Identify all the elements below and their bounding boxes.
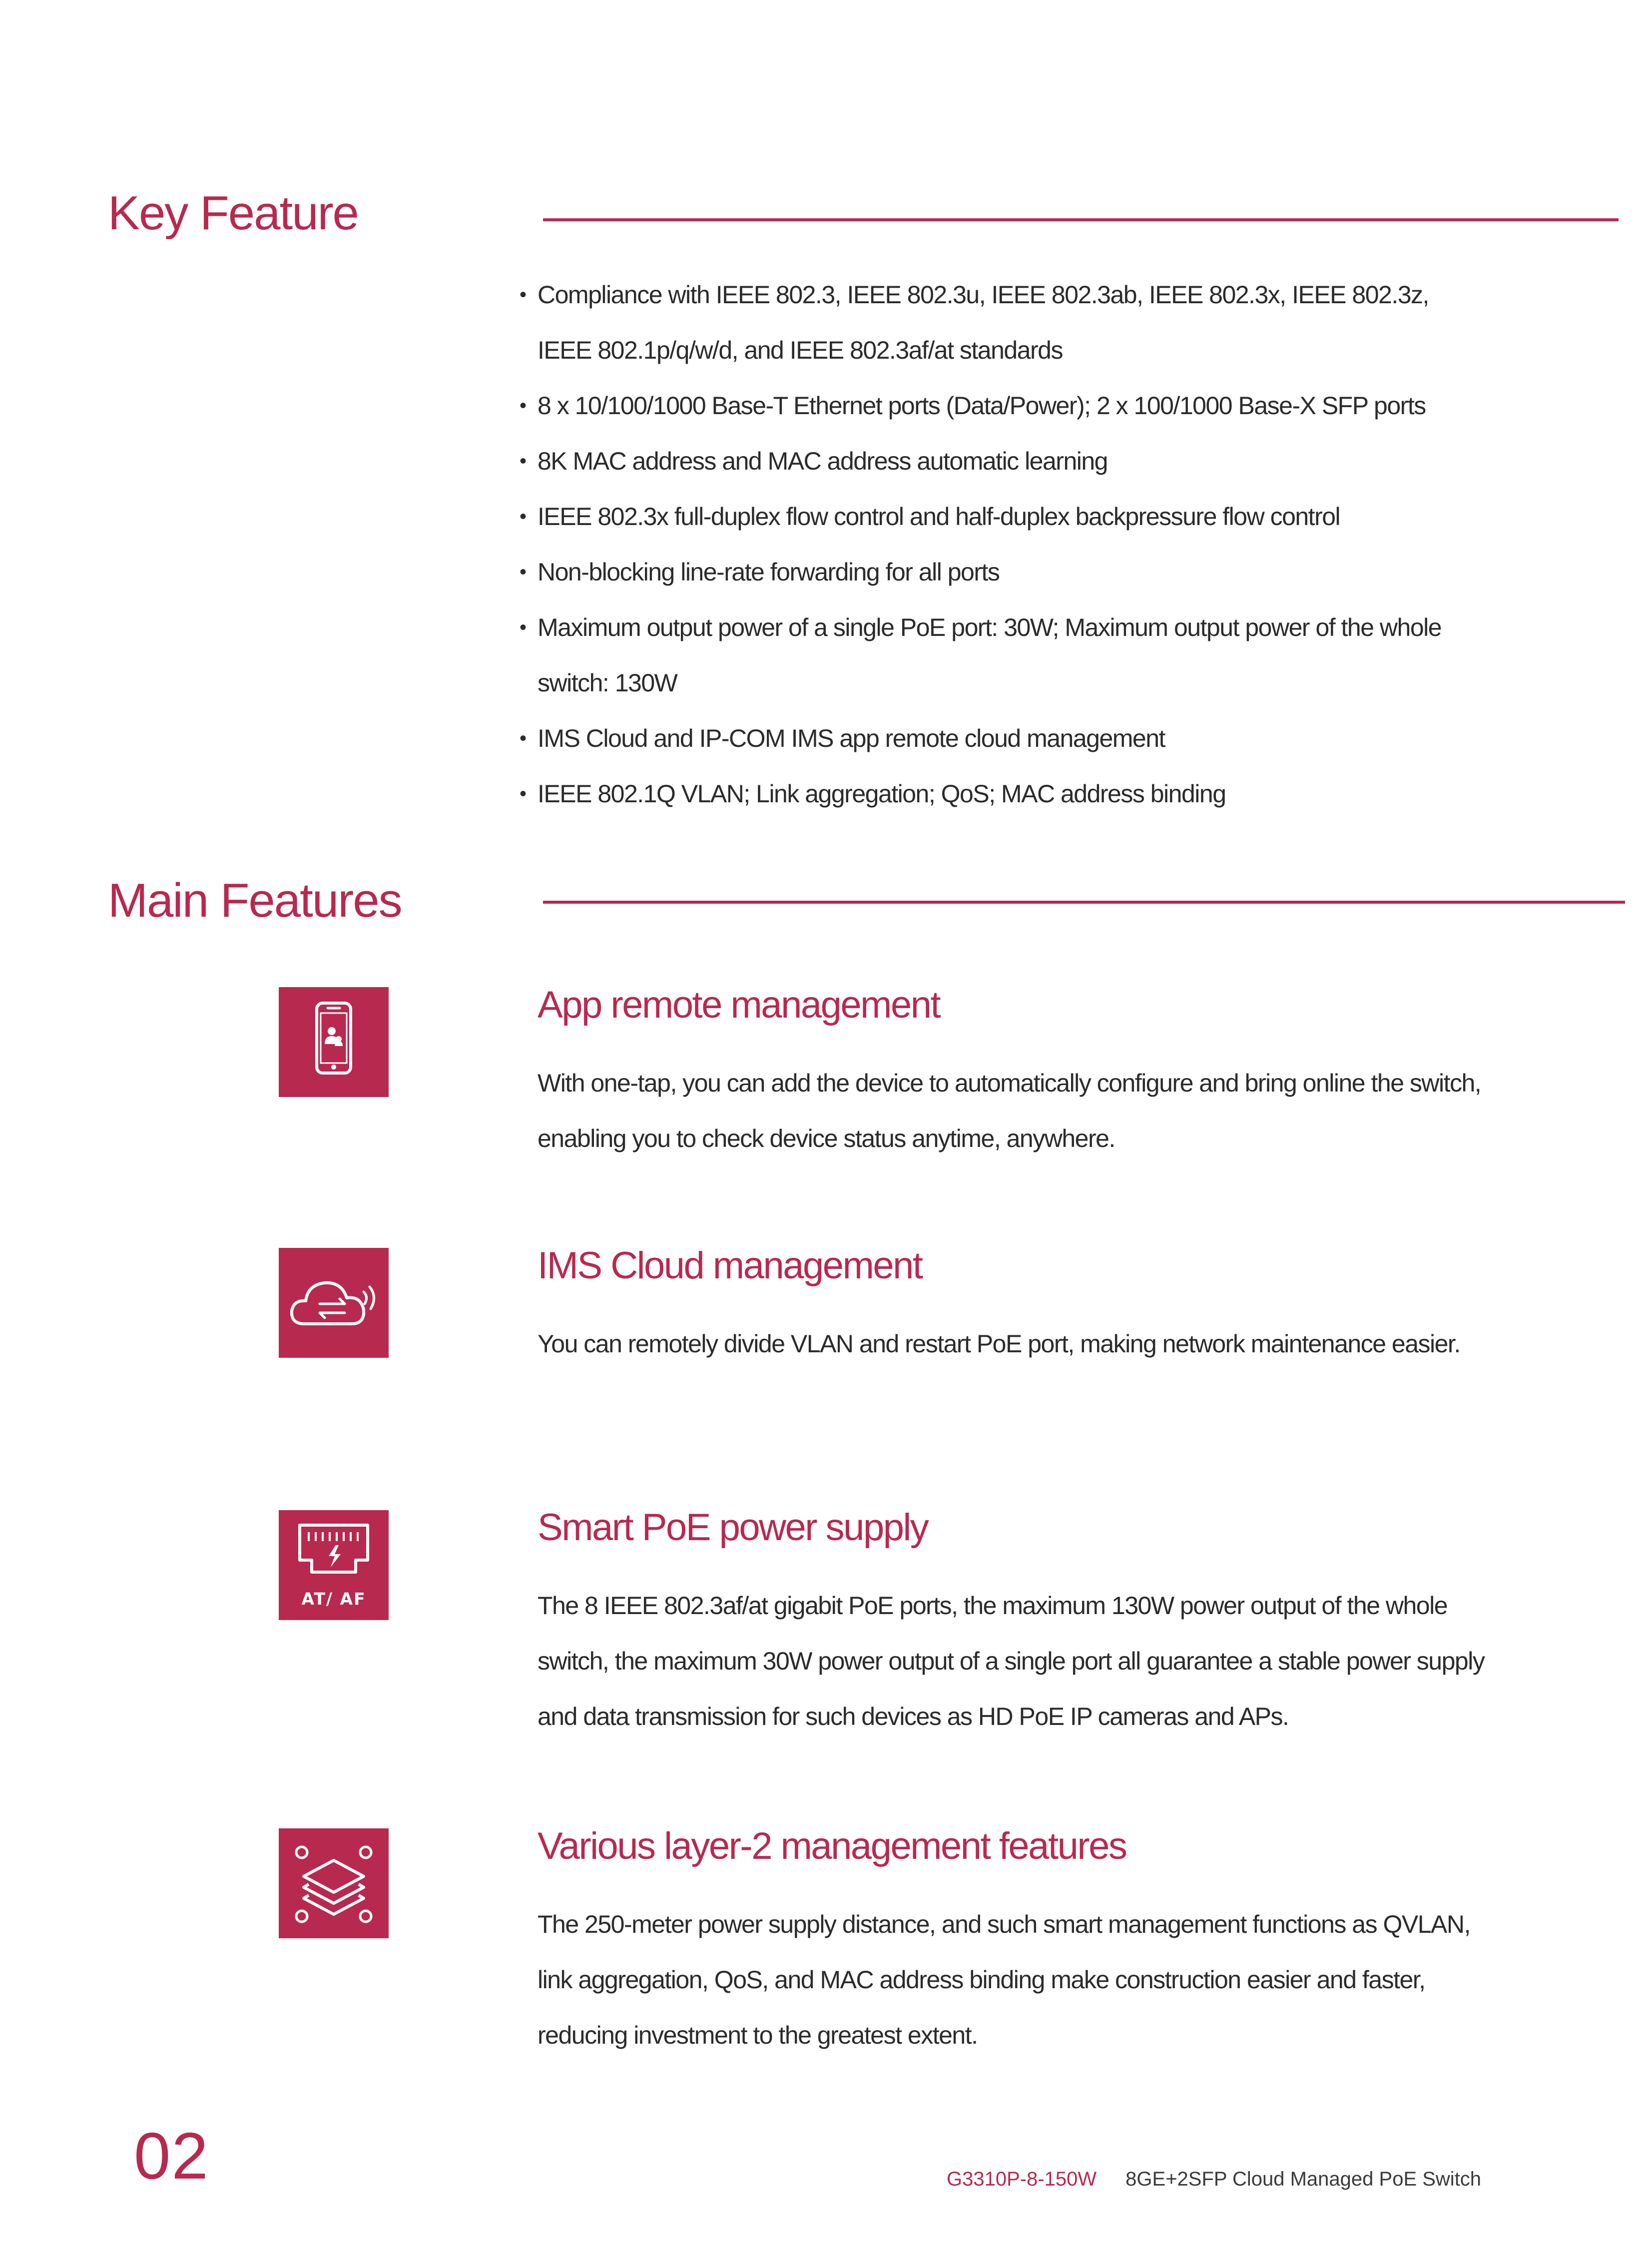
list-item: • Compliance with IEEE 802.3, IEEE 802.3u, IEEE 802.3ab, IEEE 802.3x, IEEE 802.3z, IEEE 802.1p/q/w/d, and IEEE 802.3af/at standards (520, 267, 1519, 378)
bullet-icon: • (520, 450, 526, 472)
main-features-divider (543, 901, 1625, 904)
bullet-icon: • (520, 395, 526, 417)
bullet-icon: • (520, 561, 526, 583)
page-number: 02 (134, 2119, 209, 2193)
key-feature-heading: Key Feature (108, 186, 358, 240)
smartphone-user-icon (279, 987, 389, 1097)
feature-description: The 8 IEEE 802.3af/at gigabit PoE ports, the maximum 130W power output of the whole switch, the maximum 30W power output of a single port all guarantee a stable power supply and data transmission for such devices as HD PoE IP cameras and APs. (538, 1592, 1485, 1730)
list-item: • IMS Cloud and IP-COM IMS app remote cloud management (520, 711, 1519, 766)
list-item: • IEEE 802.3x full-duplex flow control and half-duplex backpressure flow control (520, 489, 1519, 545)
poe-port-icon (279, 1510, 389, 1620)
bullet-icon: • (520, 506, 526, 528)
main-features-heading: Main Features (108, 874, 402, 927)
list-item: • IEEE 802.1Q VLAN; Link aggregation; QoS; MAC address binding (520, 766, 1519, 822)
footer-product-name: 8GE+2SFP Cloud Managed PoE Switch (1125, 2168, 1482, 2190)
layers-network-icon (279, 1828, 389, 1938)
feature-description: With one-tap, you can add the device to automatically configure and bring online the switch, enabling you to check device status anytime, anywhere. (538, 1069, 1481, 1152)
feature-title: IMS Cloud management (538, 1244, 922, 1287)
cloud-transfer-icon (279, 1248, 389, 1358)
bullet-icon: • (520, 727, 526, 749)
key-feature-list (520, 267, 1519, 822)
list-item: • 8K MAC address and MAC address automatic learning (520, 434, 1519, 489)
key-feature-divider (543, 218, 1619, 221)
footer-model: G3310P-8-150W (947, 2168, 1097, 2190)
bullet-icon: • (520, 284, 526, 306)
feature-title: Smart PoE power supply (538, 1506, 928, 1549)
feature-title: Various layer-2 management features (538, 1825, 1126, 1867)
list-item: • Non-blocking line-rate forwarding for all ports (520, 545, 1519, 600)
feature-description: The 250-meter power supply distance, and such smart management functions as QVLAN, link aggregation, QoS, and MAC address binding make construction easier and faster, reducing investment to the greatest extent. (538, 1910, 1470, 2049)
bullet-icon: • (520, 783, 526, 805)
poe-standard-label: AT/ AF (301, 1589, 366, 1609)
footer (947, 2168, 1481, 2191)
list-item: • 8 x 10/100/1000 Base-T Ethernet ports (Data/Power); 2 x 100/1000 Base-X SFP ports (520, 378, 1519, 434)
list-item: • Maximum output power of a single PoE port: 30W; Maximum output power of the whole switch: 130W (520, 600, 1519, 711)
feature-title: App remote management (538, 984, 940, 1026)
bullet-icon: • (520, 616, 526, 638)
feature-description: You can remotely divide VLAN and restart PoE port, making network maintenance easier. (538, 1330, 1460, 1358)
